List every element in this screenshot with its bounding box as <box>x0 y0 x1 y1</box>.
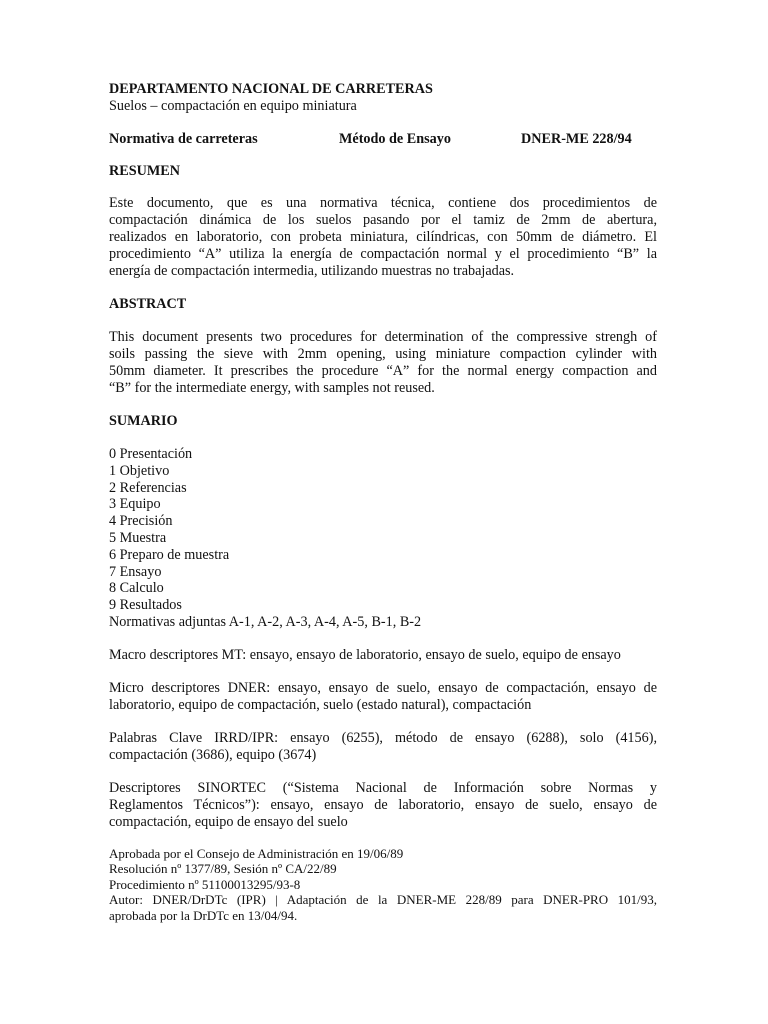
abstract-heading: ABSTRACT <box>109 296 187 312</box>
sinortec-line: Descriptores SINORTEC (“Sistema Nacional de Información sobre Normas y <box>109 779 657 796</box>
aprobacion-line: Procedimiento nº 51100013295/93-8 <box>109 876 301 892</box>
micro-line: Micro descriptores DNER: ensayo, ensayo de suelo, ensayo de compactación, ensayo de <box>109 679 657 696</box>
sumario-item: 1 Objetivo <box>109 462 170 479</box>
micro-line: laboratorio, equipo de compactación, suelo (estado natural), compactación <box>109 696 532 713</box>
sumario-item: 5 Muestra <box>109 529 167 546</box>
sumario-item: 8 Calculo <box>109 580 164 597</box>
document-page <box>109 81 657 923</box>
sumario-item: 9 Resultados <box>109 597 182 614</box>
palabras-line: Palabras Clave IRRD/IPR: ensayo (6255), método de ensayo (6288), solo (4156), <box>109 729 657 746</box>
sumario-item: 0 Presentación <box>109 446 193 462</box>
abstract-line: “B” for the intermediate energy, with samples not reused. <box>109 380 435 396</box>
resumen-line: procedimiento “A” utiliza la energía de compactación normal y el procedimiento “B” la <box>109 246 657 262</box>
resumen-line: compactación dinámica de los suelos pasando por el tamiz de 2mm de abertura, <box>109 212 657 228</box>
meta-row <box>109 131 657 148</box>
sumario-list <box>109 446 657 631</box>
palabras-line: compactación (3686), equipo (3674) <box>109 746 317 763</box>
micro-descriptores <box>109 680 657 714</box>
aprobacion-block <box>109 846 657 924</box>
meta-codigo: DNER-ME 228/94 <box>521 131 632 147</box>
sumario-item: 3 Equipo <box>109 496 161 513</box>
macro-line: Macro descriptores MT: ensayo, ensayo de laboratorio, ensayo de suelo, equipo de ensayo <box>109 646 621 663</box>
aprobacion-line: Resolución nº 1377/89, Sesión nº CA/22/89 <box>109 861 337 877</box>
aprobacion-line: Aprobada por el Consejo de Administración en 19/06/89 <box>109 845 404 861</box>
resumen-paragraph <box>109 195 657 280</box>
resumen-line: energía de compactación intermedia, utilizando muestras no trabajadas. <box>109 263 515 279</box>
meta-normativa: Normativa de carreteras <box>109 131 258 147</box>
sumario-item: 4 Precisión <box>109 513 173 530</box>
resumen-line: Este documento, que es una normativa técnica, contiene dos procedimientos de <box>109 195 657 211</box>
document-title: DEPARTAMENTO NACIONAL DE CARRETERAS <box>109 81 433 97</box>
sinortec-line: compactación, equipo de ensayo del suelo <box>109 813 348 830</box>
abstract-line: soils passing the sieve with 2mm opening, using miniature compaction cylinder with <box>109 346 657 362</box>
meta-metodo: Método de Ensayo <box>339 131 451 147</box>
abstract-line: This document presents two procedures for determination of the compressive strengh of <box>109 329 657 345</box>
abstract-paragraph <box>109 329 657 397</box>
sinortec-descriptores <box>109 780 657 831</box>
sumario-item: 6 Preparo de muestra <box>109 546 230 563</box>
aprobacion-line: aprobada por la DrDTc en 13/04/94. <box>109 907 298 923</box>
sumario-heading: SUMARIO <box>109 413 178 429</box>
document-subtitle: Suelos – compactación en equipo miniatura <box>109 98 357 114</box>
sinortec-line: Reglamentos Técnicos”): ensayo, ensayo de laboratorio, ensayo de suelo, ensayo de <box>109 796 657 813</box>
resumen-heading: RESUMEN <box>109 163 180 179</box>
macro-descriptores <box>109 647 657 664</box>
sumario-item: 7 Ensayo <box>109 563 162 580</box>
sumario-item: Normativas adjuntas A-1, A-2, A-3, A-4, A-5, B-1, B-2 <box>109 613 422 630</box>
aprobacion-line: Autor: DNER/DrDTc (IPR) | Adaptación de la DNER-ME 228/89 para DNER-PRO 101/93, <box>109 892 657 908</box>
sumario-item: 2 Referencias <box>109 479 187 496</box>
resumen-line: realizados en laboratorio, con probeta miniatura, cilíndricas, con 50mm de diámetro. El <box>109 229 657 245</box>
abstract-line: 50mm diameter. It prescribes the procedure “A” for the normal energy compaction and <box>109 363 657 379</box>
palabras-clave <box>109 730 657 764</box>
